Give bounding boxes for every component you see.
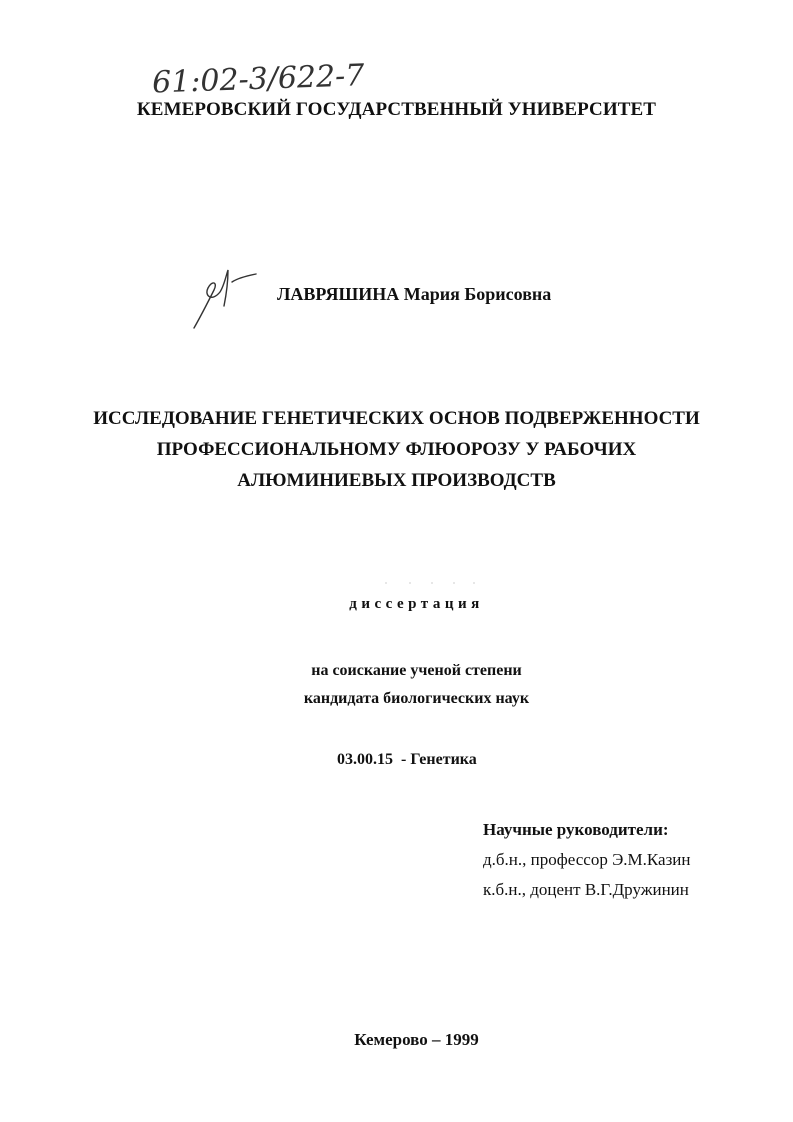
- author-name: ЛАВРЯШИНА Мария Борисовна: [277, 284, 552, 304]
- scan-specks: [380, 580, 480, 586]
- degree-line-1: на соискание ученой степени: [311, 662, 522, 679]
- signature-drawing: [188, 262, 263, 332]
- degree-statement: [0, 657, 793, 713]
- supervisors-block: [483, 815, 690, 905]
- university-name: КЕМЕРОВСКИЙ ГОСУДАРСТВЕННЫЙ УНИВЕРСИТЕТ: [136, 99, 657, 120]
- author-signature: [188, 262, 263, 332]
- supervisors-heading: Научные руководители:: [483, 820, 669, 839]
- specialty-code: 03.00.15 - Генетика: [337, 751, 477, 768]
- handwritten-code-drawing: [150, 50, 530, 100]
- title-line-1: ИССЛЕДОВАНИЕ ГЕНЕТИЧЕСКИХ ОСНОВ ПОДВЕРЖЕННОСТИ: [93, 408, 700, 429]
- handwritten-archive-code: [150, 50, 530, 100]
- dissertation-title: [0, 403, 793, 496]
- degree-line-2: кандидата биологических наук: [303, 690, 530, 707]
- supervisor-first: д.б.н., профессор Э.М.Казин: [483, 850, 691, 869]
- title-line-3: АЛЮМИНИЕВЫХ ПРОИЗВОДСТВ: [237, 470, 556, 491]
- document-type: диссертация: [349, 596, 484, 612]
- title-line-2: ПРОФЕССИОНАЛЬНОМУ ФЛЮОРОЗУ У РАБОЧИХ: [156, 439, 637, 460]
- handwritten-code-text: 61:02-3/622-7: [151, 58, 365, 100]
- supervisor-second: к.б.н., доцент В.Г.Дружинин: [483, 880, 689, 899]
- place-and-year: Кемерово – 1999: [354, 1030, 479, 1049]
